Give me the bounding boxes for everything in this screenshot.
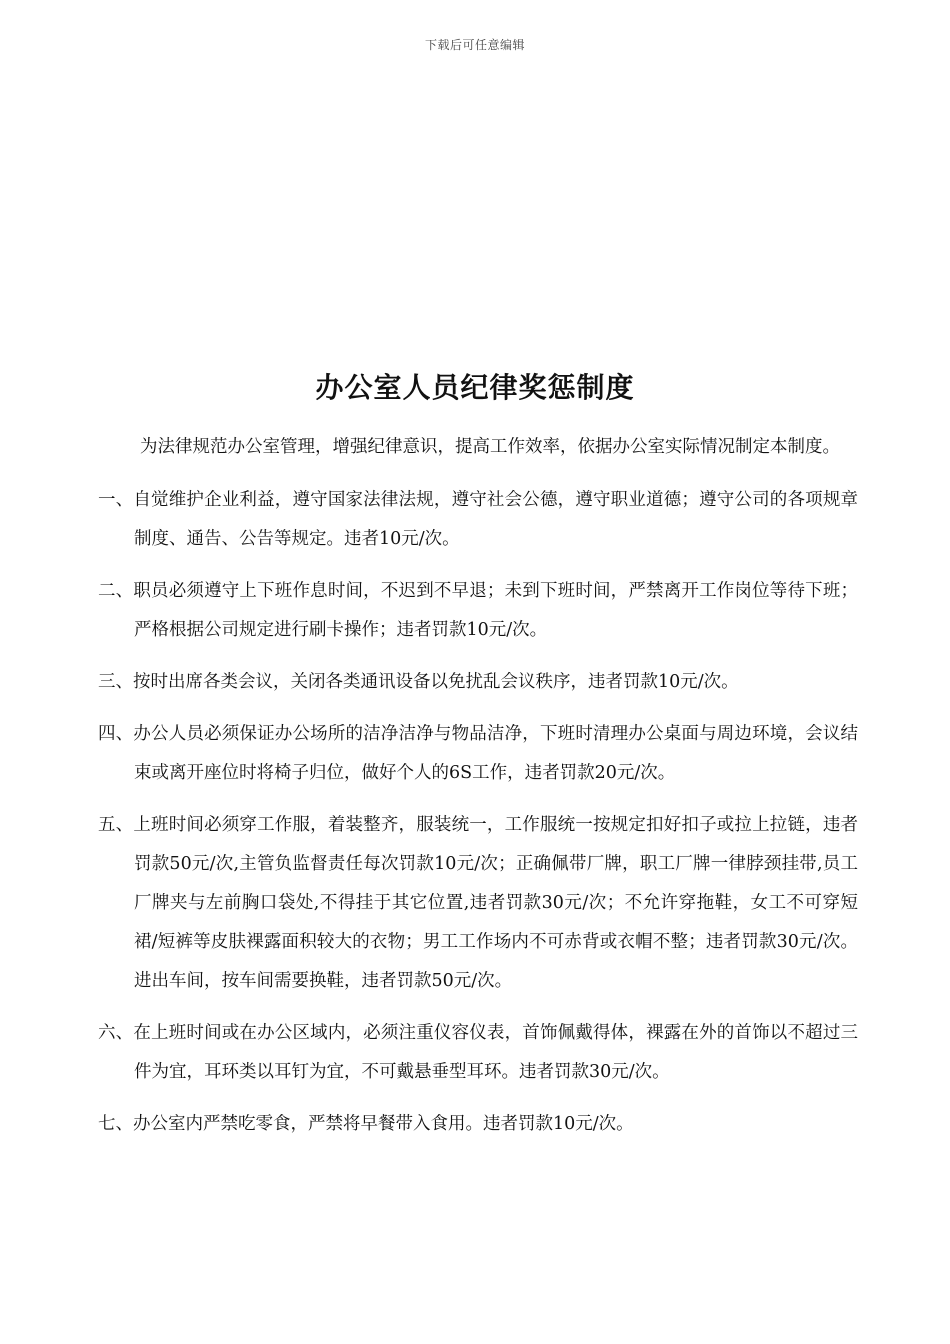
clause-number: 六、 (98, 1023, 134, 1043)
clause-number: 一、 (98, 490, 134, 510)
clause-number: 五、 (98, 815, 134, 835)
clause-number: 三、 (98, 672, 133, 692)
intro-paragraph: 为法律规范办公室管理，增强纪律意识，提高工作效率，依据办公室实际情况制定本制度。 (140, 437, 840, 457)
clause-1 (98, 481, 858, 559)
clause-text: 上班时间必须穿工作服，着装整齐，服装统一，工作服统一按规定扣好扣子或拉上拉链，违者罚款50元/次,主管负监督责任每次罚款10元/次；正确佩带厂牌，职工厂牌一律脖颈挂带,员工厂牌夹与左前胸口袋处,不得挂于其它位置,违者罚款30元/次；不允许穿拖鞋，女工不可穿短裙/短裤等皮肤裸露面积较大的衣物；男工工作场内不可赤背或衣帽不整；违者罚款30元/次。进出车间，按车间需要换鞋，违者罚款50元/次。 (133, 815, 858, 991)
clause-3 (98, 663, 858, 702)
clause-number: 四、 (98, 724, 134, 744)
clause-5 (98, 806, 858, 1001)
clause-4 (98, 715, 858, 793)
clause-7 (98, 1105, 858, 1144)
clause-text: 在上班时间或在办公区域内，必须注重仪容仪表，首饰佩戴得体，裸露在外的首饰以不超过三件为宜，耳环类以耳钉为宜，不可戴悬垂型耳环。违者罚款30元/次。 (133, 1023, 858, 1082)
clause-text: 按时出席各类会议，关闭各类通讯设备以免扰乱会议秩序，违者罚款10元/次。 (133, 672, 739, 692)
clause-2 (98, 572, 858, 650)
document-body (98, 428, 858, 1157)
clause-text: 办公室内严禁吃零食，严禁将早餐带入食用。违者罚款10元/次。 (133, 1114, 634, 1134)
clause-text: 自觉维护企业利益，遵守国家法律法规，遵守社会公德，遵守职业道德；遵守公司的各项规章制度、通告、公告等规定。违者10元/次。 (133, 490, 858, 549)
header-note: 下载后可任意编辑 (424, 38, 525, 52)
clause-text: 办公人员必须保证办公场所的洁净洁净与物品洁净，下班时清理办公桌面与周边环境，会议结束或离开座位时将椅子归位，做好个人的6S工作，违者罚款20元/次。 (133, 724, 858, 783)
clause-number: 二、 (98, 581, 134, 601)
clause-number: 七、 (98, 1114, 133, 1134)
clause-text: 职员必须遵守上下班作息时间，不迟到不早退；未到下班时间，严禁离开工作岗位等待下班；严格根据公司规定进行刷卡操作；违者罚款10元/次。 (133, 581, 858, 640)
document-title: 办公室人员纪律奖惩制度 (315, 371, 635, 404)
clause-6 (98, 1014, 858, 1092)
